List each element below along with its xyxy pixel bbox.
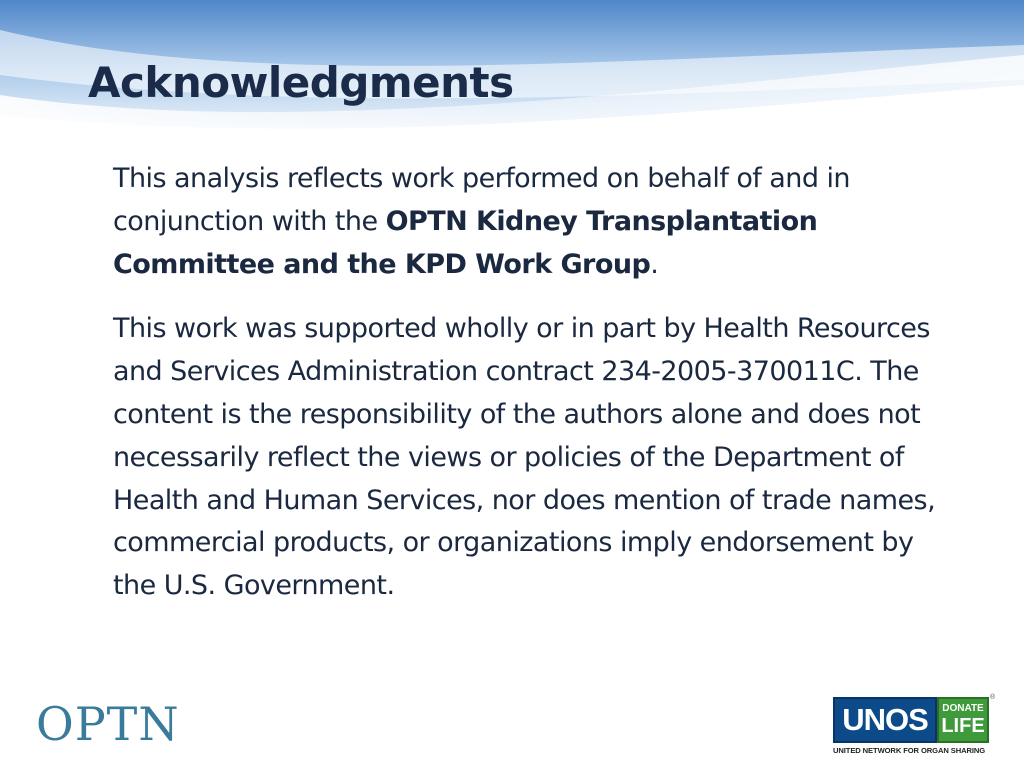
life-label: LIFE bbox=[941, 715, 985, 737]
slide-body bbox=[113, 158, 943, 608]
paragraph-analysis bbox=[113, 158, 943, 286]
donate-life-logo-box bbox=[937, 697, 989, 743]
committee-name-bold: OPTN Kidney Transplantation Committee and the KPD Work Group bbox=[113, 205, 818, 280]
optn-logo: OPTN bbox=[36, 697, 180, 751]
registered-mark: ® bbox=[990, 694, 996, 701]
donate-label: DONATE bbox=[942, 703, 984, 714]
unos-donate-life-logo bbox=[833, 694, 996, 757]
paragraph-analysis-period: . bbox=[650, 248, 659, 280]
paragraph-analysis-text: This analysis reflects work performed on behalf of and in conjunction with the bbox=[113, 163, 850, 237]
slide-title: Acknowledgments bbox=[88, 58, 514, 107]
unos-logo-box: UNOS bbox=[833, 697, 937, 743]
unos-caption: UNITED NETWORK FOR ORGAN SHARING bbox=[833, 746, 986, 755]
paragraph-funding-disclaimer: This work was supported wholly or in part by Health Resources and Services Administration contract 234-2005-370011C. The content is the responsibility of the authors alone and does not necessarily reflect the views or policies of the Department of Health and Human Services, nor does mention of trade names, commercial products, or organizations imply endorsement by the U.S. Government. bbox=[113, 313, 936, 602]
